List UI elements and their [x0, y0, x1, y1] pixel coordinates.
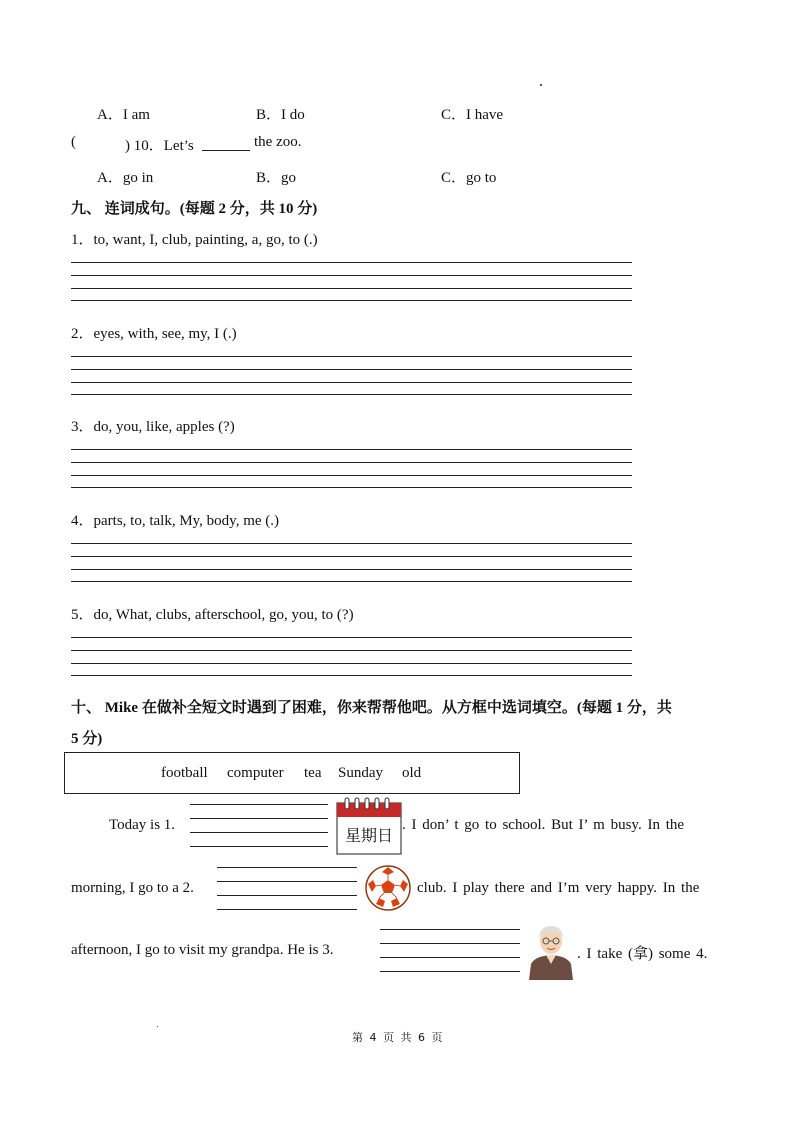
answer-line[interactable]	[71, 675, 632, 676]
prev-option-c: C．I have	[441, 107, 504, 123]
word-tea: tea	[304, 765, 322, 781]
answer-line[interactable]	[71, 462, 632, 463]
blank-3-line[interactable]	[380, 943, 520, 944]
blank-2-line[interactable]	[217, 895, 357, 896]
section9-item-3: 3．do, you, like, apples (?)	[71, 419, 235, 435]
answer-line[interactable]	[71, 569, 632, 570]
answer-line[interactable]	[71, 543, 632, 544]
section9-item-1: 1．to, want, I, club, painting, a, go, to (.)	[71, 232, 318, 248]
blank-2-line[interactable]	[217, 867, 357, 868]
calendar-icon	[336, 797, 402, 855]
passage-line3-end: . I take (拿) some 4.	[577, 946, 708, 962]
passage-line2-start: morning, I go to a 2.	[71, 880, 194, 896]
blank-1-line[interactable]	[190, 804, 328, 805]
q10-blank[interactable]	[202, 150, 250, 151]
word-old: old	[402, 765, 422, 781]
answer-line[interactable]	[71, 300, 632, 301]
section9-item-5: 5．do, What, clubs, afterschool, go, you, to (?)	[71, 607, 354, 623]
answer-line[interactable]	[71, 637, 632, 638]
answer-line[interactable]	[71, 382, 632, 383]
section10-title-line1: 十、 Mike 在做补全短文时遇到了困难，你来帮帮他吧。从方框中选词填空。(每题 1 分，共	[71, 700, 672, 716]
answer-line[interactable]	[71, 275, 632, 276]
passage-line3-start: afternoon, I go to visit my grandpa. He is 3.	[71, 942, 334, 958]
q10-paren-open: (	[71, 134, 76, 150]
blank-3-line[interactable]	[380, 957, 520, 958]
answer-line[interactable]	[71, 356, 632, 357]
answer-line[interactable]	[71, 262, 632, 263]
answer-line[interactable]	[71, 487, 632, 488]
q10-option-b: B．go	[256, 170, 297, 186]
answer-line[interactable]	[71, 581, 632, 582]
q10-option-a: A．go in	[97, 170, 154, 186]
answer-line[interactable]	[71, 650, 632, 651]
answer-line[interactable]	[71, 556, 632, 557]
blank-2-line[interactable]	[217, 881, 357, 882]
word-football: football	[161, 765, 208, 781]
section10-title-line2: 5 分)	[71, 731, 103, 747]
blank-1-line[interactable]	[190, 818, 328, 819]
answer-line[interactable]	[71, 288, 632, 289]
prev-option-a: A．I am	[97, 107, 150, 123]
blank-2-line[interactable]	[217, 909, 357, 910]
answer-line[interactable]	[71, 394, 632, 395]
prev-option-b: B．I do	[256, 107, 305, 123]
answer-line[interactable]	[71, 369, 632, 370]
grandpa-icon	[526, 920, 576, 980]
blank-3-line[interactable]	[380, 929, 520, 930]
stray-dot-top	[540, 84, 542, 86]
passage-line1-start: Today is 1.	[109, 817, 176, 833]
calendar-label: 星期日	[344, 828, 393, 845]
q10-option-c: C．go to	[441, 170, 497, 186]
word-box	[64, 752, 520, 794]
passage-line2-end: club. I play there and I’m very happy. In the	[417, 880, 700, 896]
q10-stem: ) 10．Let’s	[125, 138, 194, 154]
blank-1-line[interactable]	[190, 846, 328, 847]
word-computer: computer	[227, 765, 284, 781]
answer-line[interactable]	[71, 449, 632, 450]
section9-item-2: 2．eyes, with, see, my, I (.)	[71, 326, 237, 342]
soccer-ball-icon	[364, 864, 412, 912]
page-footer: 第 4 页 共 6 页	[352, 1031, 443, 1044]
blank-1-line[interactable]	[190, 832, 328, 833]
stray-dot-bottom	[157, 1026, 158, 1027]
q10-after-blank: the zoo.	[254, 134, 302, 150]
word-sunday: Sunday	[338, 765, 383, 781]
section9-title: 九、 连词成句。(每题 2 分，共 10 分)	[71, 201, 318, 217]
answer-line[interactable]	[71, 663, 632, 664]
section9-item-4: 4．parts, to, talk, My, body, me (.)	[71, 513, 280, 529]
answer-line[interactable]	[71, 475, 632, 476]
passage-line1-end: . I don’ t go to school. But I’ m busy. In the	[402, 817, 685, 833]
blank-3-line[interactable]	[380, 971, 520, 972]
